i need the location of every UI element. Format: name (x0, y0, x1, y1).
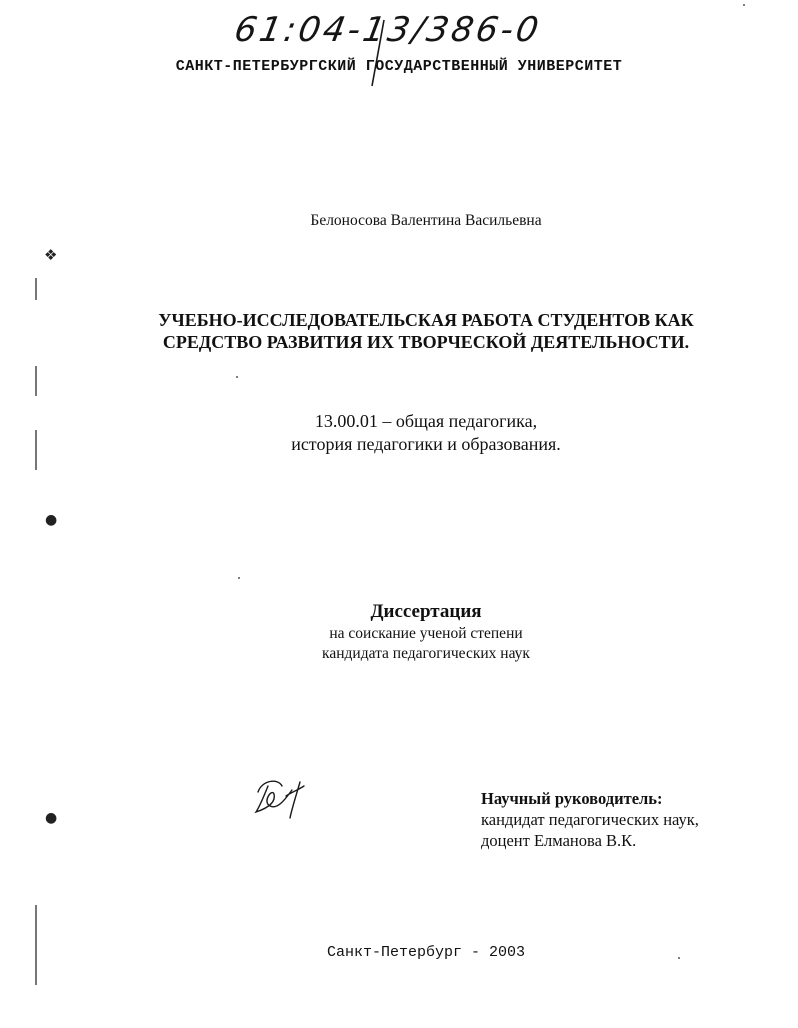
city-year: Санкт-Петербург - 2003 (326, 944, 526, 961)
scan-edge-line (35, 278, 37, 300)
title-line-1: УЧЕБНО-ИССЛЕДОВАТЕЛЬСКАЯ РАБОТА СТУДЕНТОВ КАК (158, 310, 694, 330)
specialty-line-1: 13.00.01 – общая педагогика, (314, 411, 538, 431)
author-name: Белоносова Валентина Васильевна (310, 212, 542, 229)
pen-stroke-icon (368, 18, 388, 88)
specialty-code (0, 410, 798, 456)
title-line-2: СРЕДСТВО РАЗВИТИЯ ИХ ТВОРЧЕСКОЙ ДЕЯТЕЛЬНОСТИ. (162, 332, 690, 352)
university-name: САНКТ-ПЕТЕРБУРГСКИЙ ГОСУДАРСТВЕННЫЙ УНИВЕРСИТЕТ (175, 58, 623, 75)
supervisor-name: доцент Елманова В.К. (481, 831, 637, 850)
specialty-line-2: история педагогики и образования. (291, 434, 561, 454)
scan-dot (238, 577, 240, 579)
dissertation-degree-block (0, 600, 798, 664)
degree-line-1: на соискание ученой степени (329, 625, 523, 642)
scientific-supervisor (481, 788, 699, 851)
degree-line-2: кандидата педагогических наук (322, 645, 530, 662)
signature-icon (248, 772, 318, 822)
scan-mark: ● (45, 512, 58, 528)
supervisor-label: Научный руководитель: (481, 789, 663, 808)
scan-mark: ❖ (44, 246, 58, 264)
dissertation-heading: Диссертация (370, 601, 482, 622)
supervisor-degree: кандидат педагогических наук, (481, 810, 699, 829)
scan-mark: ● (45, 810, 58, 826)
dissertation-title (0, 309, 798, 353)
scan-dot (743, 4, 745, 6)
scan-edge-line (35, 366, 37, 396)
scan-dot (236, 376, 238, 378)
handwritten-catalog-number: 61:04-13/386-0 (231, 10, 545, 50)
